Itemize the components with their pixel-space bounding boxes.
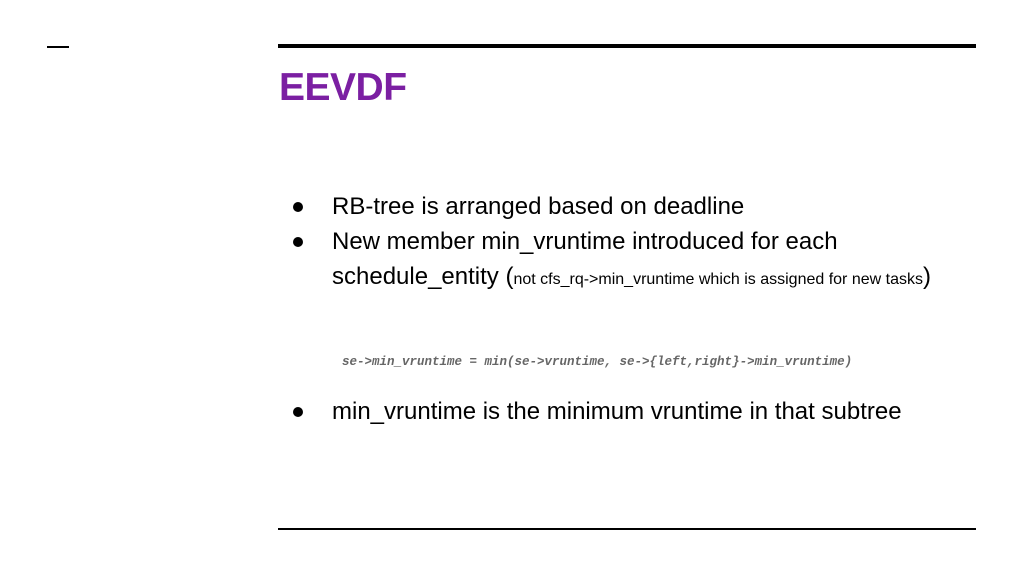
bullet-item — [290, 394, 980, 429]
bottom-divider — [278, 528, 976, 530]
slide-dash-decoration — [47, 46, 69, 48]
bullet-list — [290, 189, 960, 297]
bullet-text: RB-tree is arranged based on deadline — [332, 193, 745, 220]
slide-title: EEVDF — [279, 66, 407, 109]
bullet-dot-icon — [293, 237, 303, 247]
bullet-dot-icon — [293, 202, 303, 212]
bullet-list-secondary — [290, 394, 980, 429]
bullet-paren-close: ) — [922, 263, 931, 290]
bullet-dot-icon — [293, 407, 303, 417]
bullet-text: min_vruntime is the minimum vruntime in that subtree — [332, 398, 902, 425]
code-snippet: se->min_vruntime = min(se->vruntime, se->{left,right}->min_vruntime) — [342, 355, 853, 369]
top-divider — [278, 44, 976, 48]
bullet-item — [290, 189, 960, 224]
bullet-item — [290, 224, 960, 297]
bullet-note: not cfs_rq->min_vruntime which is assigned for new tasks — [513, 271, 923, 288]
bullet-text: New member min_vruntime introduced for each schedule_entity ( — [332, 228, 838, 290]
